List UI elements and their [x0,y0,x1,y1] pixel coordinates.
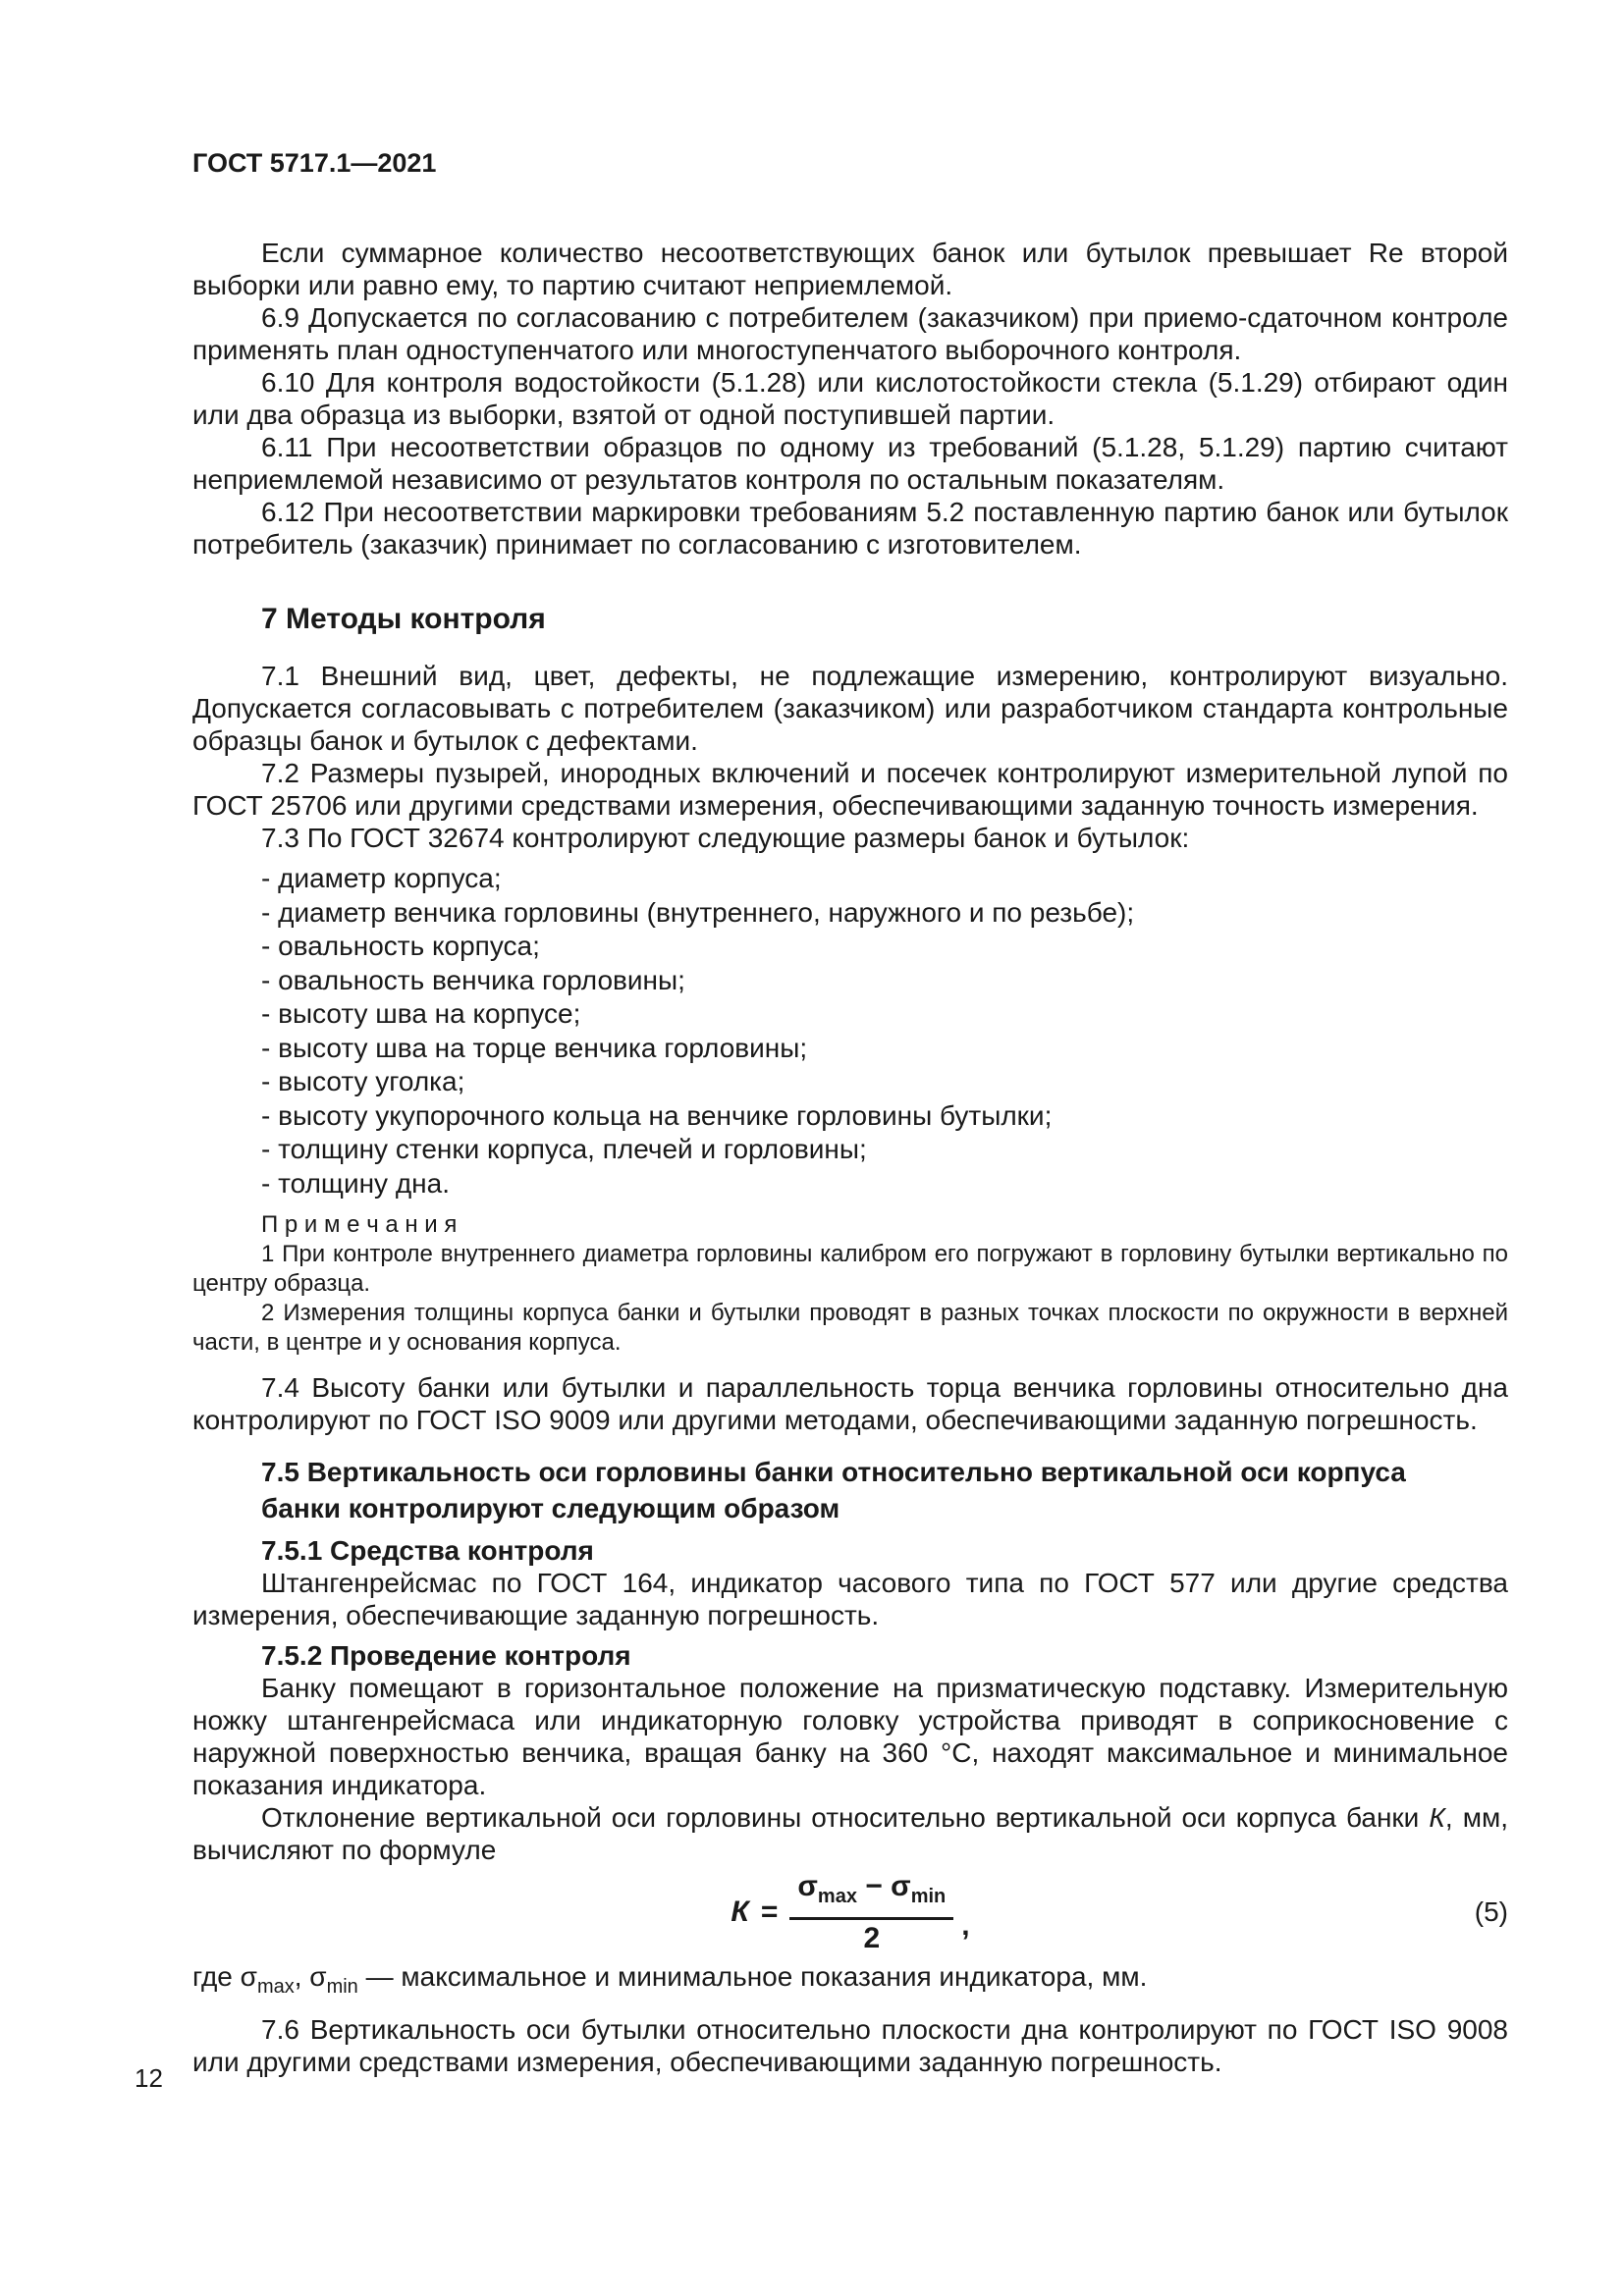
paragraph-re-criterion: Если суммарное количество несоответствующих банок или бутылок превышает Re второй выборки или равно ему, то партию считают неприемлемой. [192,238,1508,300]
list-item: - овальность венчика горловины; [261,964,685,995]
formula-5 [192,1869,1508,1954]
paragraph-7-3: 7.3 По ГОСТ 32674 контролируют следующие размеры банок и бутылок: [261,823,1190,853]
paragraph-7-4: 7.4 Высоту банки или бутылки и параллельность торца венчика горловины относительно дна контролируют по ГОСТ ISO 9009 или другими методами, обеспечивающими заданную погрешность. [192,1372,1508,1435]
sigma-symbol: σ [891,1869,911,1902]
formula-lhs-k: К [731,1896,749,1928]
heading-7-5-1: 7.5.1 Средства контроля [261,1535,594,1566]
paragraph-6-12: 6.12 При несоответствии маркировки требованиям 5.2 поставленную партию банок или бутылок потребитель (заказчик) принимает по согласованию с изготовителем. [192,497,1508,560]
list-item: - диаметр венчика горловины (внутреннего, наружного и по резьбе); [261,896,1135,928]
legend-separator: , [294,1961,310,1992]
paragraph-6-9: 6.9 Допускается по согласованию с потребителем (заказчиком) при приемо-сдаточном контроле применять план одноступенчатого или многоступенчатого выборочного контроля. [192,302,1508,365]
where-prefix: где [192,1961,241,1992]
formula-equals-sign: = [760,1896,779,1928]
list-item: - высоту уголка; [261,1066,465,1096]
notes-title: П р и м е ч а н и я [261,1211,458,1238]
sigma-symbol: σ [797,1869,818,1902]
heading-7-5-2: 7.5.2 Проведение контроля [261,1640,631,1671]
paragraph-7-1: 7.1 Внешний вид, цвет, дефекты, не подлежащие измерению, контролируют визуально. Допускается согласовывать с потребителем (заказчиком) или разработчиком стандарта контрольные образцы банок и бутылок с дефектами. [192,661,1508,756]
sigma-max-subscript: max [256,1976,295,1998]
minus-sign: − [856,1869,892,1902]
section-7-heading: 7 Методы контроля [261,603,546,635]
controlled-dimensions-list [192,862,1508,1201]
fraction-numerator [789,1871,953,1920]
formula-trailing-comma: , [961,1909,970,1942]
paragraph-formula-intro [192,1801,1508,1866]
list-item: - высоту шва на корпусе; [261,998,581,1029]
note-item-1: 1 При контроле внутреннего диаметра горловины калибром его погружают в горловину бутылки вертикально по центру образца. [192,1241,1508,1297]
sigma-min-subscript: min [326,1976,358,1998]
equation-number: (5) [1474,1896,1508,1927]
k-symbol: К [1429,1802,1445,1833]
formula-intro-tail: , мм, вычисляют по формуле [192,1802,1508,1865]
sigma-max-subscript: max [817,1885,857,1907]
legend-description: — максимальное и минимальное показания индикатора, мм. [357,1961,1148,1992]
paragraph-7-6: 7.6 Вертикальность оси бутылки относительно плоскости дна контролируют по ГОСТ ISO 9008 или другими средствами измерения, обеспечивающими заданную погрешность. [192,2014,1508,2077]
paragraph-7-5-2: Банку помещают в горизонтальное положение на призматическую подставку. Измерительную ножку штангенрейсмаса или индикаторную головку устройства приводят в соприкосновение с наружной поверхностью венчика, вращая банку на 360 °С, находят максимальное и минимальное показания индикатора. [192,1673,1508,1800]
paragraph-7-5-1: Штангенрейсмас по ГОСТ 164, индикатор часового типа по ГОСТ 577 или другие средства измерения, обеспечивающие заданную погрешность. [192,1568,1508,1630]
paragraph-7-2: 7.2 Размеры пузырей, инородных включений и посечек контролируют измерительной лупой по ГОСТ 25706 или другими средствами измерения, обеспечивающими заданную точность измерения. [192,758,1508,821]
sigma-min-subscript: min [910,1885,947,1907]
list-item: - толщину стенки корпуса, плечей и горловины; [261,1134,867,1164]
list-item: - высоту шва на торце венчика горловины; [261,1032,808,1063]
fraction-denominator: 2 [863,1921,881,1954]
notes-block [192,1210,1508,1358]
formula-intro-text: Отклонение вертикальной оси горловины относительно вертикальной оси корпуса банки [261,1802,1430,1833]
list-item: - высоту укупорочного кольца на венчике горловины бутылки; [261,1099,1053,1131]
running-header-gost-number: ГОСТ 5717.1—2021 [192,148,437,178]
paragraph-6-11: 6.11 При несоответствии образцов по одному из требований (5.1.28, 5.1.29) партию считают неприемлемой независимо от результатов контроля по остальным показателям. [192,432,1508,495]
list-item: - толщину дна. [261,1167,450,1199]
list-item: - овальность корпуса; [261,931,540,961]
paragraph-6-10: 6.10 Для контроля водостойкости (5.1.28) или кислотостойкости стекла (5.1.29) отбирают один или два образца из выборки, взятой от одной поступившей партии. [192,367,1508,430]
sigma-symbol: σ [309,1961,327,1992]
sigma-symbol: σ [240,1961,257,1992]
heading-7-5: 7.5 Вертикальность оси горловины банки относительно вертикальной оси корпуса банки контролируют следующим образом [261,1457,1406,1523]
page-number: 12 [135,2063,163,2093]
page-content [192,147,1508,2078]
formula-legend [192,1960,1508,2003]
list-item: - диаметр корпуса; [261,863,502,893]
note-item-2: 2 Измерения толщины корпуса банки и бутылки проводят в разных точках плоскости по окружности в верхней части, в центре и у основания корпуса. [192,1300,1508,1356]
formula-fraction [789,1871,953,1954]
